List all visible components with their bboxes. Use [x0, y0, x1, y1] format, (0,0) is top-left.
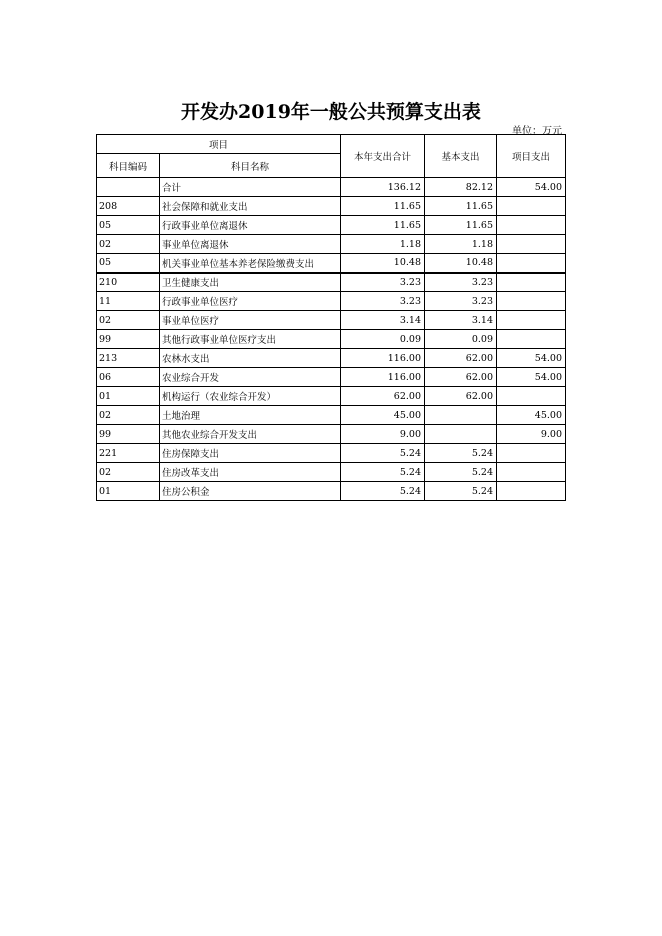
budget-table	[96, 134, 566, 501]
subject-code-cell: 208	[97, 197, 160, 216]
subject-name-cell: 其他行政事业单位医疗支出	[160, 330, 341, 349]
basic-amount-cell: 11.65	[425, 197, 497, 216]
project-amount-cell	[497, 216, 566, 235]
basic-amount-cell: 5.24	[425, 463, 497, 482]
table-row	[97, 254, 566, 273]
subject-name-cell: 行政事业单位医疗	[160, 292, 341, 311]
total-amount-cell: 3.14	[341, 311, 425, 330]
project-amount-cell	[497, 444, 566, 463]
subject-name-cell: 事业单位医疗	[160, 311, 341, 330]
project-amount-cell	[497, 292, 566, 311]
subject-name-cell: 社会保障和就业支出	[160, 197, 341, 216]
total-amount-cell: 9.00	[341, 425, 425, 444]
page-title: 开发办2019年一般公共预算支出表	[181, 101, 481, 123]
header-project: 项目	[97, 135, 341, 154]
subject-code-cell: 05	[97, 254, 160, 273]
table-row	[97, 444, 566, 463]
table-row	[97, 368, 566, 387]
subject-code-cell	[97, 178, 160, 197]
subject-name-cell: 住房公积金	[160, 482, 341, 501]
subject-code-cell: 210	[97, 273, 160, 292]
subject-code-cell: 02	[97, 406, 160, 425]
table-row	[97, 235, 566, 254]
project-amount-cell: 54.00	[497, 178, 566, 197]
basic-amount-cell: 62.00	[425, 349, 497, 368]
table-row	[97, 425, 566, 444]
basic-amount-cell: 3.23	[425, 292, 497, 311]
project-amount-cell: 9.00	[497, 425, 566, 444]
total-amount-cell: 1.18	[341, 235, 425, 254]
total-amount-cell: 10.48	[341, 254, 425, 273]
table-row	[97, 330, 566, 349]
total-amount-cell: 5.24	[341, 482, 425, 501]
project-amount-cell	[497, 387, 566, 406]
header-total: 本年支出合计	[341, 135, 425, 178]
subject-name-cell: 机关事业单位基本养老保险缴费支出	[160, 254, 341, 273]
subject-name-cell: 农业综合开发	[160, 368, 341, 387]
table-row	[97, 406, 566, 425]
subject-name-cell: 卫生健康支出	[160, 273, 341, 292]
subject-code-cell: 02	[97, 311, 160, 330]
project-amount-cell	[497, 482, 566, 501]
basic-amount-cell: 62.00	[425, 387, 497, 406]
subject-code-cell: 99	[97, 330, 160, 349]
total-amount-cell: 0.09	[341, 330, 425, 349]
project-amount-cell	[497, 463, 566, 482]
total-amount-cell: 11.65	[341, 197, 425, 216]
subject-name-cell: 机构运行（农业综合开发）	[160, 387, 341, 406]
subject-name-cell: 事业单位离退休	[160, 235, 341, 254]
table-row	[97, 216, 566, 235]
table-row	[97, 463, 566, 482]
subject-name-cell: 住房保障支出	[160, 444, 341, 463]
project-amount-cell	[497, 197, 566, 216]
subject-name-cell: 农林水支出	[160, 349, 341, 368]
basic-amount-cell: 11.65	[425, 216, 497, 235]
basic-amount-cell: 5.24	[425, 444, 497, 463]
table-row	[97, 349, 566, 368]
table-row	[97, 273, 566, 292]
table-row	[97, 197, 566, 216]
subject-code-cell: 11	[97, 292, 160, 311]
project-amount-cell: 54.00	[497, 368, 566, 387]
total-amount-cell: 5.24	[341, 444, 425, 463]
subject-code-cell: 06	[97, 368, 160, 387]
table-row	[97, 482, 566, 501]
subject-code-cell: 221	[97, 444, 160, 463]
subject-name-cell: 行政事业单位离退休	[160, 216, 341, 235]
header-code: 科目编码	[97, 154, 160, 178]
subject-code-cell: 02	[97, 463, 160, 482]
subject-code-cell: 213	[97, 349, 160, 368]
unit-label: 单位：万元	[512, 126, 562, 137]
total-amount-cell: 3.23	[341, 292, 425, 311]
basic-amount-cell	[425, 425, 497, 444]
header-name: 科目名称	[160, 154, 341, 178]
project-amount-cell: 54.00	[497, 349, 566, 368]
project-amount-cell	[497, 330, 566, 349]
project-amount-cell	[497, 254, 566, 273]
header-basic: 基本支出	[425, 135, 497, 178]
subject-name-cell: 土地治理	[160, 406, 341, 425]
subject-code-cell: 99	[97, 425, 160, 444]
subject-name-cell: 住房改革支出	[160, 463, 341, 482]
subject-code-cell: 01	[97, 387, 160, 406]
subject-code-cell: 05	[97, 216, 160, 235]
basic-amount-cell: 10.48	[425, 254, 497, 273]
basic-amount-cell: 3.14	[425, 311, 497, 330]
subject-code-cell: 01	[97, 482, 160, 501]
basic-amount-cell: 5.24	[425, 482, 497, 501]
total-amount-cell: 5.24	[341, 463, 425, 482]
table-row	[97, 292, 566, 311]
header-row-1	[97, 135, 566, 154]
table-row	[97, 387, 566, 406]
basic-amount-cell: 82.12	[425, 178, 497, 197]
project-amount-cell: 45.00	[497, 406, 566, 425]
basic-amount-cell: 62.00	[425, 368, 497, 387]
total-amount-cell: 116.00	[341, 349, 425, 368]
total-amount-cell: 3.23	[341, 273, 425, 292]
header-item: 项目支出	[497, 135, 566, 178]
subject-code-cell: 02	[97, 235, 160, 254]
table-row	[97, 178, 566, 197]
project-amount-cell	[497, 311, 566, 330]
basic-amount-cell: 0.09	[425, 330, 497, 349]
total-amount-cell: 136.12	[341, 178, 425, 197]
total-amount-cell: 11.65	[341, 216, 425, 235]
total-amount-cell: 116.00	[341, 368, 425, 387]
basic-amount-cell: 1.18	[425, 235, 497, 254]
project-amount-cell	[497, 273, 566, 292]
subject-name-cell: 合计	[160, 178, 341, 197]
total-amount-cell: 45.00	[341, 406, 425, 425]
total-amount-cell: 62.00	[341, 387, 425, 406]
basic-amount-cell	[425, 406, 497, 425]
basic-amount-cell: 3.23	[425, 273, 497, 292]
subject-name-cell: 其他农业综合开发支出	[160, 425, 341, 444]
table-row	[97, 311, 566, 330]
project-amount-cell	[497, 235, 566, 254]
